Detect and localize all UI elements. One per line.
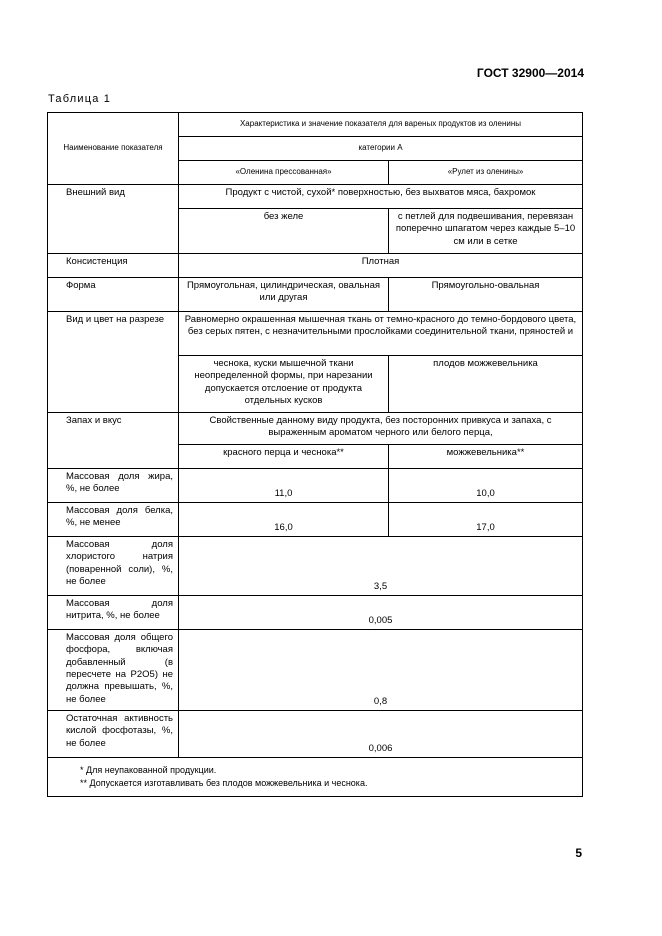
phosphatase-value: 0,006 — [179, 711, 583, 758]
footnote-row — [48, 758, 583, 797]
consistency-common: Плотная — [179, 254, 583, 278]
shape-product-1: Прямоугольная, цилиндрическая, овальная или другая — [179, 278, 389, 312]
table-row — [48, 503, 583, 537]
table-row — [48, 278, 583, 312]
table-row — [48, 630, 583, 711]
header-characteristic: Характеристика и значение показателя для вареных продуктов из оленины — [179, 113, 583, 137]
header-name-col: Наименование показателя — [48, 113, 179, 185]
page-number: 5 — [575, 846, 582, 860]
row-label-salt: Массовая доля хлористого натрия (поваренной соли), %, не более — [48, 537, 179, 596]
row-label-smell: Запах и вкус — [48, 413, 179, 469]
product-table — [47, 112, 583, 797]
appearance-product-2: с петлей для подвешивания, перевязан поперечно шпагатом через каждые 5–10 см или в сетке — [389, 209, 583, 254]
fat-product-1: 11,0 — [179, 469, 389, 503]
cut-product-1: чеснока, куски мышечной ткани неопределенной формы, при нарезании допускается отслоение от продукта отдельных кусков — [179, 356, 389, 413]
row-label-consistency: Консистенция — [48, 254, 179, 278]
table-row — [48, 596, 583, 630]
row-label-shape: Форма — [48, 278, 179, 312]
smell-product-1: красного перца и чеснока** — [179, 445, 389, 469]
fat-product-2: 10,0 — [389, 469, 583, 503]
shape-product-2: Прямоугольно-овальная — [389, 278, 583, 312]
protein-product-2: 17,0 — [389, 503, 583, 537]
cut-common: Равномерно окрашенная мышечная ткань от темно-красного до темно-бордового цвета, без серых пятен, с незначительными прослойками соединительной ткани, пряностей и — [179, 312, 583, 356]
phosphorus-value: 0,8 — [179, 630, 583, 711]
table-row — [48, 711, 583, 758]
smell-product-2: можжевельника** — [389, 445, 583, 469]
smell-common: Свойственные данному виду продукта, без посторонних привкуса и запаха, с выраженным ароматом черного или белого перца, — [179, 413, 583, 445]
row-label-appearance: Внешний вид — [48, 185, 179, 254]
footnote-2: ** Допускается изготавливать без плодов можжевельника и чеснока. — [80, 778, 368, 789]
cut-product-2: плодов можжевельника — [389, 356, 583, 413]
table-row — [48, 185, 583, 209]
table-row — [48, 254, 583, 278]
table-row — [48, 312, 583, 356]
header-product-1: «Оленина прессованная» — [179, 161, 389, 185]
table-caption: Таблица 1 — [48, 93, 112, 105]
header-category: категории А — [179, 137, 583, 161]
row-label-protein: Массовая доля белка, %, не менее — [48, 503, 179, 537]
nitrite-value: 0,005 — [179, 596, 583, 630]
table-row — [48, 413, 583, 445]
header-product-2: «Рулет из оленины» — [389, 161, 583, 185]
row-label-fat: Массовая доля жира, %, не более — [48, 469, 179, 503]
standard-number: ГОСТ 32900—2014 — [476, 66, 584, 80]
row-label-phosphatase: Остаточная активность кислой фосфотазы, %, не более — [48, 711, 179, 758]
protein-product-1: 16,0 — [179, 503, 389, 537]
row-label-cut: Вид и цвет на разрезе — [48, 312, 179, 413]
table-row — [48, 537, 583, 596]
row-label-phosphorus: Массовая доля общего фосфора, включая добавленный (в пересчете на P2O5) не должна превышать, %, не более — [48, 630, 179, 711]
footnote-1: * Для неупакованной продукции. — [80, 765, 217, 775]
header-row — [48, 113, 583, 137]
footnotes — [48, 758, 583, 797]
row-label-nitrite: Массовая доля нитрита, %, не более — [48, 596, 179, 630]
table-row — [48, 469, 583, 503]
appearance-common: Продукт с чистой, сухой* поверхностью, без выхватов мяса, бахромок — [179, 185, 583, 209]
appearance-product-1: без желе — [179, 209, 389, 254]
salt-value: 3,5 — [179, 537, 583, 596]
